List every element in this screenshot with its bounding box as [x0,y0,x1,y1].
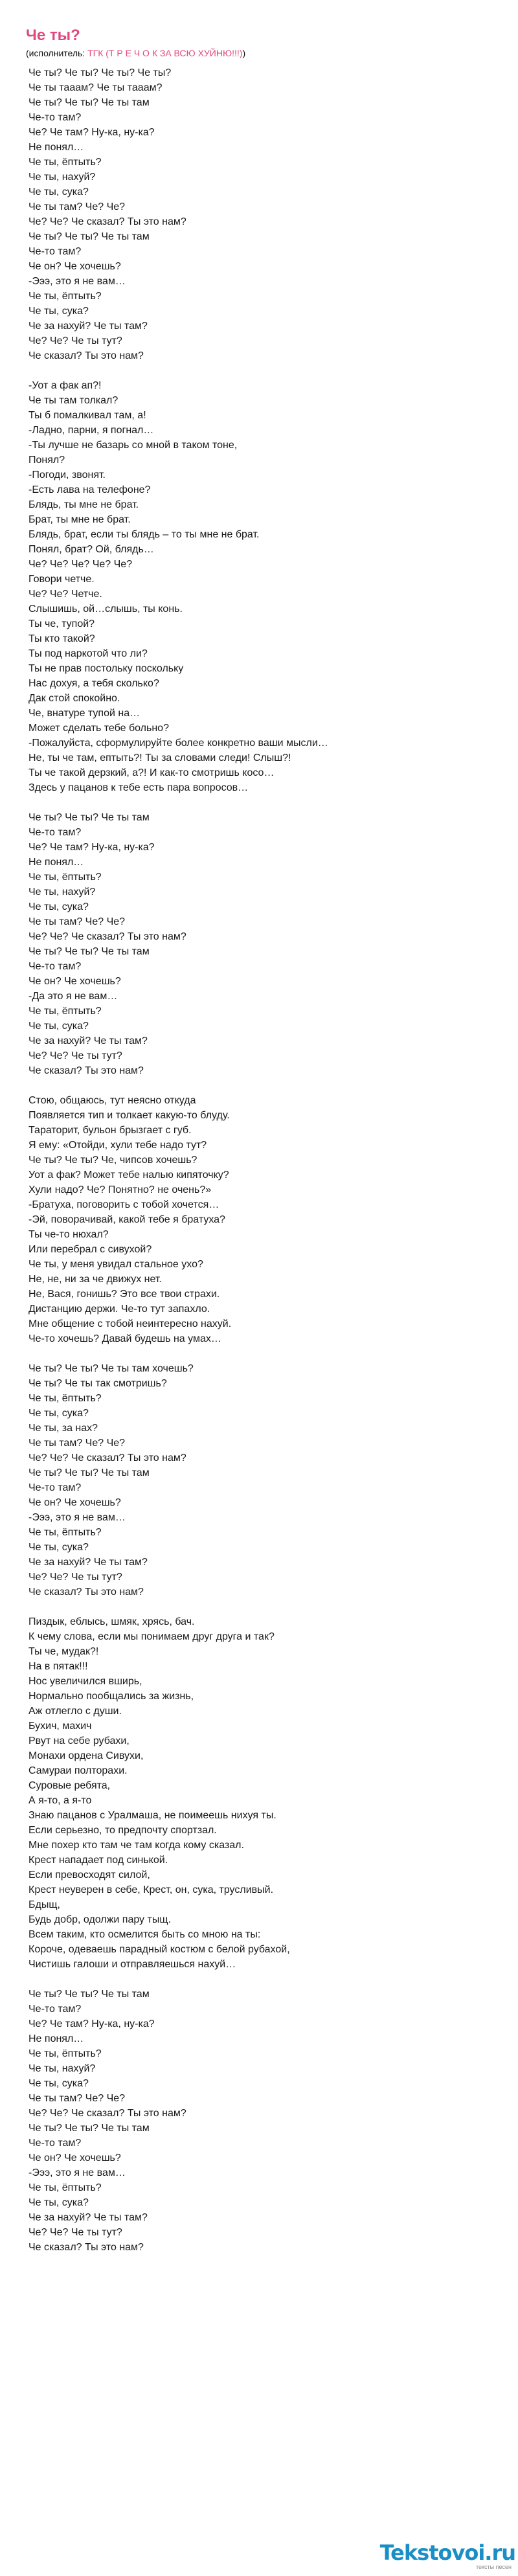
lyric-line: Ты че такой дерзкий, а?! И как-то смотришь косо… [28,767,275,778]
lyric-line: Нос увеличился вширь, [28,1676,142,1687]
lyric-line: Понял? [28,455,65,466]
lyric-line: Всем таким, кто осмелится быть со мною на ты: [28,1929,261,1940]
stanza-break [28,1972,495,1987]
lyric-line: Хули надо? Че? Понятно? не очень?» [28,1184,212,1195]
lyric-line: Че ты там? Че? Че? [28,916,126,927]
lyric-line: Или перебрал с сивухой? [28,1244,152,1255]
lyric-line: Че сказал? Ты это нам? [28,350,144,361]
lyric-line: Блядь, брат, если ты блядь – то ты мне не брат. [28,529,260,540]
lyric-line: Че? Че? Че ты тут? [28,2227,122,2238]
lyric-line: Понял, брат? Ой, блядь… [28,544,154,555]
lyric-line: Чистишь галоши и отправляешься нахуй… [28,1959,236,1970]
lyric-line: Уот а фак? Может тебе налью кипяточку? [28,1169,229,1181]
lyric-line: Че ты, ёптыть? [28,291,102,302]
stanza-break [28,1346,495,1361]
lyric-line: Че ты, сука? [28,901,89,912]
lyric-line: -Погоди, звонят. [28,469,106,480]
lyric-line: Че-то там? [28,2138,82,2149]
logo-text: Tekstovoi.ru [379,2540,515,2565]
lyric-line: Стою, общаюсь, тут неясно откуда [28,1095,196,1106]
lyric-line: Че ты? Че ты так смотришь? [28,1378,167,1389]
lyric-line: Крест неуверен в себе, Крест, он, сука, трусливый. [28,1884,274,1895]
lyric-line: Че за нахуй? Че ты там? [28,1035,148,1046]
lyric-line: Че ты, ёптыть? [28,2048,102,2059]
lyric-line: Че за нахуй? Че ты там? [28,1557,148,1568]
lyric-line: Че ты там толкал? [28,395,118,406]
site-logo[interactable] [380,2542,515,2571]
lyric-line: Че? Че? Че? Че? Че? [28,559,133,570]
lyric-line: Че ты, сука? [28,1408,89,1419]
lyric-line: Слышишь, ой…слышь, ты конь. [28,604,183,615]
stanza-break [28,363,495,378]
lyric-line: Ты че, тупой? [28,618,95,629]
lyric-line: Не понял… [28,142,84,153]
lyric-line: Че ты, ёптыть? [28,1006,102,1017]
lyric-line: Появляется тип и толкает какую-то блуду. [28,1110,230,1121]
lyric-line: Че ты, у меня увидал стальное ухо? [28,1259,203,1270]
lyric-line: Блядь, ты мне не брат. [28,499,139,510]
lyric-line: Не, ты че там, ептыть?! Ты за словами следи! Слыш?! [28,752,291,763]
lyric-line: Здесь у пацанов к тебе есть пара вопросов… [28,782,249,793]
lyric-line: Че-то там? [28,827,82,838]
lyric-line: Че? Че? Че сказал? Ты это нам? [28,1452,186,1463]
logo-tagline: тексты песен [475,2564,512,2570]
stanza-break [28,795,495,810]
lyric-line: Че ты? Че ты? Че ты там [28,812,150,823]
lyric-line: Че? Че? Че ты тут? [28,335,122,346]
lyric-line: Знаю пацанов с Уралмаша, не поимеешь нихуя ты. [28,1810,276,1821]
lyric-line: Если превосходят силой, [28,1870,150,1881]
lyric-line: Че? Че? Четче. [28,589,102,600]
lyric-line: -Пожалуйста, сформулируйте более конкретно ваши мысли… [28,738,328,749]
lyric-line: Че-то там? [28,246,82,257]
lyric-line: Че ты, сука? [28,2078,89,2089]
lyric-line: -Эй, поворачивай, какой тебе я братуха? [28,1214,225,1225]
lyric-line: -Уот а фак ап?! [28,380,102,391]
lyric-line: Че ты, ёптыть? [28,1393,102,1404]
lyric-line: Че-то там? [28,2004,82,2015]
lyric-line: Че ты, сука? [28,2197,89,2208]
lyric-line: Че ты, сука? [28,306,89,317]
lyric-line: Тараторит, бульон брызгает с губ. [28,1125,192,1136]
lyric-line: Че? Че? Че сказал? Ты это нам? [28,931,186,942]
lyric-line: -Ладно, парни, я погнал… [28,425,154,436]
lyric-line: Че ты? Че ты? Че ты там [28,2123,150,2134]
lyric-line: Че за нахуй? Че ты там? [28,2212,148,2223]
lyric-line: Че ты тааам? Че ты тааам? [28,82,163,93]
lyric-line: Дак стой спокойно. [28,693,120,704]
lyric-line: Че ты, сука? [28,1021,89,1032]
lyric-line: Че ты, ёптыть? [28,1527,102,1538]
lyric-line: Че? Че? Че ты тут? [28,1050,122,1061]
lyric-line: А я-то, а я-то [28,1795,92,1806]
lyric-line: Че сказал? Ты это нам? [28,1587,144,1598]
stanza-break [28,1599,495,1614]
lyric-line: На в пятак!!! [28,1661,88,1672]
lyric-line: -Ты лучше не базарь со мной в таком тоне, [28,440,238,451]
lyric-line: Че ты, за нах? [28,1423,98,1434]
lyric-line: Ты под наркотой что ли? [28,648,148,659]
stanza-break [28,1078,495,1093]
lyric-line: -Братуха, поговорить с тобой хочется… [28,1199,220,1210]
artist-suffix: ) [242,48,246,58]
lyric-line: Че ты? Че ты? Че ты там хочешь? [28,1363,194,1374]
lyric-line: Че ты? Че ты? Че ты там [28,1989,150,2000]
lyric-line: Пиздык, еблысь, шмяк, хрясь, бач. [28,1616,195,1627]
lyric-line: Я ему: «Отойди, хули тебе надо тут? [28,1140,207,1151]
lyric-line: -Эээ, это я не вам… [28,1512,126,1523]
lyric-line: Крест нападает под синькой. [28,1855,168,1866]
lyric-line: Говори четче. [28,574,95,585]
lyric-line: Че сказал? Ты это нам? [28,2242,144,2253]
lyric-line: Нас дохуя, а тебя сколько? [28,678,159,689]
lyric-line: Че? Че там? Ну-ка, ну-ка? [28,2018,155,2029]
lyric-line: Че за нахуй? Че ты там? [28,321,148,332]
lyric-line: Мне общение с тобой неинтересно нахуй. [28,1318,232,1329]
lyric-line: Че он? Че хочешь? [28,976,121,987]
lyric-line: Суровые ребята, [28,1780,111,1791]
lyric-line: Монахи ордена Сивухи, [28,1750,144,1761]
lyric-line: Че-то там? [28,112,82,123]
lyric-line: Че ты? Че ты? Че ты там [28,97,150,108]
lyric-line: Аж отлегло с души. [28,1706,122,1717]
artist-prefix: (исполнитель: [26,48,88,58]
lyric-line: Дистанцию держи. Че-то тут запахло. [28,1304,210,1315]
lyric-line: -Эээ, это я не вам… [28,276,126,287]
lyric-line: Нормально пообщались за жизнь, [28,1691,194,1702]
lyric-line: Че ты? Че ты? Че ты там [28,1467,150,1478]
lyric-line: Че сказал? Ты это нам? [28,1065,144,1076]
lyric-line: Че ты? Че ты? Че, чипсов хочешь? [28,1155,197,1166]
lyric-line: Бдыщ, [28,1899,60,1910]
lyric-line: Че ты? Че ты? Че ты? Че ты? [28,67,172,78]
lyric-line: -Эээ, это я не вам… [28,2167,126,2178]
lyric-line: Че ты там? Че? Че? [28,201,126,212]
lyric-line: Че-то там? [28,1482,82,1493]
lyric-line: Че, внатуре тупой на… [28,708,141,719]
lyric-line: Че ты? Че ты? Че ты там [28,946,150,957]
lyric-line: Че ты там? Че? Че? [28,1438,126,1449]
lyric-line: -Да это я не вам… [28,991,118,1002]
lyric-line: Че ты, ёптыть? [28,2182,102,2193]
lyric-line: Че ты, сука? [28,186,89,198]
artist-line [26,47,245,59]
lyric-line: Рвут на себе рубахи, [28,1735,130,1746]
lyric-line: Если серьезно, то предпочту спортзал. [28,1825,217,1836]
lyric-line: Че? Че? Че сказал? Ты это нам? [28,2108,186,2119]
lyric-line: Ты не прав постольку поскольку [28,663,184,674]
lyric-line: Че? Че там? Ну-ка, ну-ка? [28,842,155,853]
lyric-line: Че ты, ёптыть? [28,157,102,168]
lyric-line: Че ты? Че ты? Че ты там [28,231,150,242]
lyric-line: Че ты, нахуй? [28,887,96,898]
lyric-line: Не понял… [28,2033,84,2044]
lyric-line: Не, не, ни за че движух нет. [28,1274,162,1285]
lyric-line: Че ты там? Че? Че? [28,2093,126,2104]
lyric-line: Не, Вася, гонишь? Это все твои страхи. [28,1289,220,1300]
lyric-line: Брат, ты мне не брат. [28,514,131,525]
page-title: Че ты? [26,27,80,44]
lyric-line: Че ты, ёптыть? [28,872,102,883]
lyric-line: Че? Че? Че ты тут? [28,1572,122,1583]
lyric-line: Бухич, махич [28,1721,92,1732]
lyric-line: Будь добр, одолжи пару тыщ. [28,1914,171,1925]
lyric-line: Короче, одеваешь парадный костюм с белой рубахой, [28,1944,290,1955]
lyric-line: Ты б помалкивал там, а! [28,410,146,421]
lyric-line: Самураи полторахи. [28,1765,128,1776]
lyric-line: Че-то хочешь? Давай будешь на умах… [28,1333,221,1344]
lyric-line: Ты кто такой? [28,633,95,644]
artist-link[interactable]: ТГК (Т Р Е Ч О К ЗА ВСЮ ХУЙНЮ!!!) [87,48,243,58]
lyric-line: Ты че, мудак?! [28,1646,99,1657]
lyric-line: Че он? Че хочешь? [28,1497,121,1508]
lyric-line: Че ты, нахуй? [28,172,96,183]
lyric-line: Че-то там? [28,961,82,972]
lyric-line: Че? Че там? Ну-ка, ну-ка? [28,127,155,138]
lyric-line: Может сделать тебе больно? [28,723,169,734]
lyric-line: Че он? Че хочешь? [28,2152,121,2164]
lyric-line: -Есть лава на телефоне? [28,484,151,495]
lyric-line: Че ты, нахуй? [28,2063,96,2074]
lyric-line: Че он? Че хочешь? [28,261,121,272]
lyric-line: К чему слова, если мы понимаем друг друга и так? [28,1631,275,1642]
lyric-line: Не понял… [28,857,84,868]
lyric-line: Че ты, сука? [28,1542,89,1553]
lyric-line: Мне похер кто там че там когда кому сказал. [28,1840,244,1851]
lyric-line: Че? Че? Че сказал? Ты это нам? [28,216,186,227]
lyrics-body [28,65,495,2255]
lyric-line: Ты че-то нюхал? [28,1229,109,1240]
